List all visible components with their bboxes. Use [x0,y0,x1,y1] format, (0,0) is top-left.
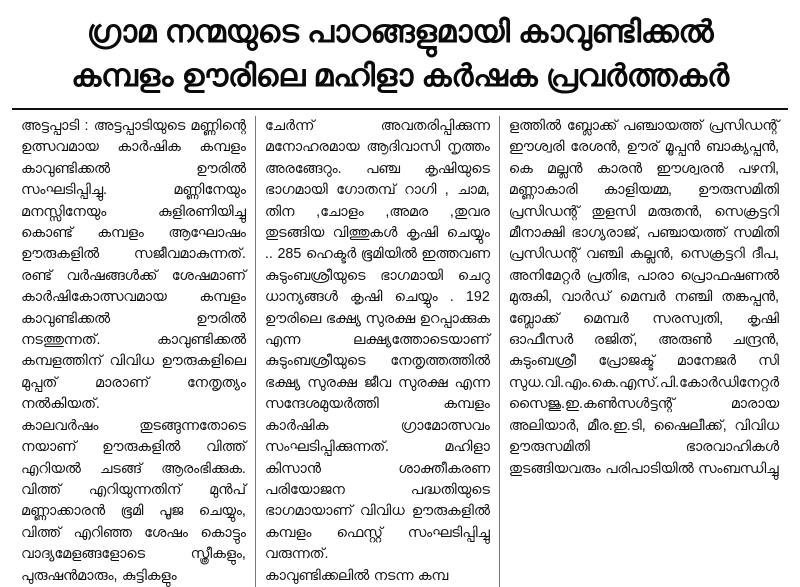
headline-line-2: കമ്പളം ഊരിലെ മഹിളാ കർഷക പ്രവർത്തകർ [71,58,729,93]
article-column-1 [12,116,255,587]
paragraph: കാവുണ്ടിക്കലിൽ നടന്ന കമ്പ [264,567,449,584]
headline-line-1: ഗ്രാമ നന്മയുടെ പാഠങ്ങളുമായി കാവുണ്ടിക്കൽ [86,14,714,49]
paragraph: ളത്തിൽ ബ്ലോക്ക് പഞ്ചായത്ത് പ്രസിഡന്റ് ഈശ്വരി രേശൻ, ഊര് മൂപ്പൻ ബാക്യപ്പൻ, കെ മല്ലൻ കാരൻ ഈശ്വരൻ പഴനി, മണ്ണാകാരി കാളിയമ്മ, ഊരുസമിതി പ്രസിഡന്റ് തുളസി മരുതൻ, സെക്രട്ടറി മീനാക്ഷി ഭാഗ്യരാജ്, പഞ്ചായത്ത് സമിതി പ്രസിഡന്റ് വഞ്ചി കല്ലൻ, സെക്രട്ടറി ദീപ, അനിമേറ്റർ പ്രതിഭ, പാരാ പ്രൊഫഷണൽ മുരുകി, വാർഡ് മെമ്പർ നഞ്ചി തങ്കപ്പൻ, ബ്ലോക്ക് മെമ്പർ സരസ്വതി, കൃഷി ഓഫീസർ രജിത്, അരുൺ ചന്ദ്രൻ, കുടുംബശ്രീ പ്രോജക്ട് മാനേജർ സി സുധ.വി.എം.കെ.എസ്.പി.കോർഡിനേറ്റർ സൈജു.ഇ.കൺസൾട്ടന്റ് മാരായ അലിയാർ, മീര.ഇ.ടി, ഷൈലീക്ക്, വിവിധ ഊരുസമിതി ഭാരവാഹികൾ തുടങ്ങിയവരും പരിപാടിയിൽ സംബന്ധിച്ചു [508,118,780,477]
article-column-2 [255,116,499,587]
article-columns [0,110,800,587]
paragraph: അട്ടപ്പാടി : അട്ടപ്പാടിയുടെ മണ്ണിന്റെ ഉത്സവമായ കാർഷിക കമ്പളം കാവുണ്ടിക്കൽ ഊരിൽ സംഘടിപ്പിച്ചു. മണ്ണിനേയും മനസ്സിനേയും കുളിരണിയിച്ചു കൊണ്ട് കമ്പളം ആഘോഷം ഊരുകളിൽ സജീവമാകുന്നത്. രണ്ട് വർഷങ്ങൾക്ക് ശേഷമാണ് കാർഷികോത്സവമായ കമ്പളം കാവുണ്ടിക്കൽ ഊരിൽ നടത്തുന്നത്. കാവുണ്ടിക്കൽ കമ്പളത്തിന് വിവിധ ഊരുകളിലെ മുപ്പത് മാരാണ് നേതൃത്യം നൽകിയത്. [21,118,246,413]
paragraph: വാദ്യമേളങ്ങളോടെ സ്ത്രീകളും, പുരുഷൻമാരും, കുട്ടികളും [21,546,246,584]
headline [0,0,800,102]
paragraph: കാലവർഷം തുടങ്ങുന്നതോടെ നയാണ് ഊരുകളിൽ വിത്ത് എറിയൽ ചടങ്ങ് ആരംഭിക്കുക. വിത്ത് എറിയുന്നതിന് മുൻപ് മണ്ണാക്കാരൻ ഭൂമി പൂജ ചെയ്യും, വിത്ത് എറിഞ്ഞ ശേഷം കൊട്ടും [21,417,246,541]
article-column-3 [499,116,788,587]
paragraph: ചേർന്ന് അവതരിപ്പിക്കുന്ന മനോഹരമായ ആദിവാസി നൃത്തം അരങ്ങേറും. പഞ്ച കൃഷിയുടെ ഭാഗമായി ഗോതമ്പ് റാഗി , ചാമ, തിന ,ചോളം ,അമര ,തുവര തുടങ്ങിയ വിത്തുകൾ കൃഷി ചെയ്യും .. 285 ഹെക്ടർ ഭൂമിയിൽ ഇത്തവണ കുടുംബശ്രീയുടെ ഭാഗമായി ചെറു ധാന്യങ്ങൾ കൃഷി ചെയ്യും . 192 ഊരിലെ ഭക്ഷ്യ സുരക്ഷ ഉറപ്പാക്കുക എന്ന ലക്ഷ്യത്തോടെയാണ് കുടുംബശ്രീയുടെ നേതൃത്തത്തിൽ ഭക്ഷ്യ സുരക്ഷ ജീവ സുരക്ഷ എന്ന സന്ദേശമുയർത്തി കമ്പളം കാർഷിക ഗ്രാമോത്സവം സംഘടിപ്പിക്കുന്നത്. മഹിളാ കിസാൻ ശാക്തീകരണ പരിയോജന പദ്ധതിയുടെ ഭാഗമായാണ് വിവിധ ഊരുകളിൽ കമ്പളം ഫെസ്റ്റ് സംഘടിപ്പിച്ചു വരുന്നത്. [264,118,490,563]
